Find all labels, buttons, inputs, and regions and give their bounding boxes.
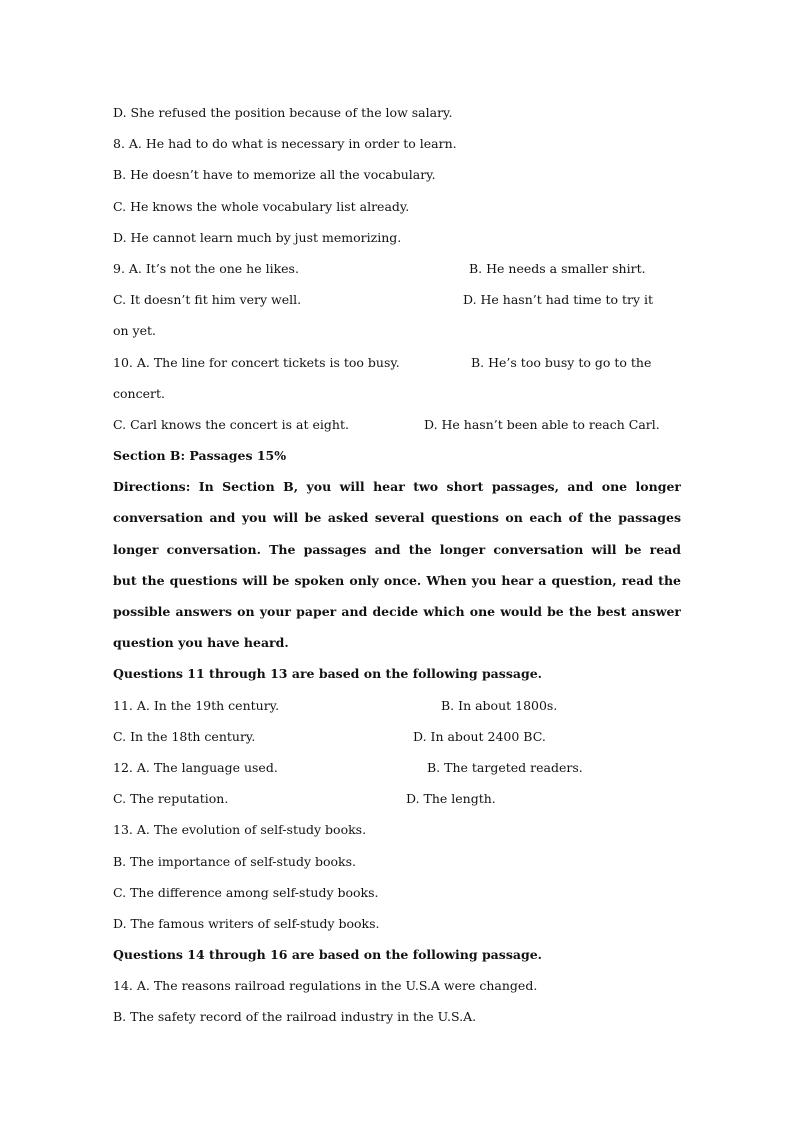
option-9d-continued: on yet. bbox=[113, 323, 157, 339]
exam-page bbox=[113, 97, 681, 1033]
option-9c: C. It doesn’t fit him very well. bbox=[113, 292, 302, 308]
option-9b: B. He needs a smaller shirt. bbox=[469, 260, 646, 276]
option-8d: D. He cannot learn much by just memorizing. bbox=[113, 229, 402, 245]
q11-row-1 bbox=[113, 690, 681, 721]
option-11a: 11. A. In the 19th century. bbox=[113, 697, 280, 713]
q11-row-2 bbox=[113, 721, 681, 752]
questions-14-16-intro: Questions 14 through 16 are based on the following passage. bbox=[113, 947, 543, 963]
questions-11-13-intro: Questions 11 through 13 are based on the following passage. bbox=[113, 666, 543, 682]
option-13d: D. The famous writers of self-study books. bbox=[113, 915, 380, 931]
option-11d: D. In about 2400 BC. bbox=[413, 728, 546, 744]
option-7d: D. She refused the position because of the low salary. bbox=[113, 105, 453, 120]
section-b-heading: Section B: Passages 15% bbox=[113, 448, 287, 464]
option-12a: 12. A. The language used. bbox=[113, 759, 278, 775]
q9-row-1 bbox=[113, 253, 681, 284]
option-11c: C. In the 18th century. bbox=[113, 728, 256, 744]
option-10c: C. Carl knows the concert is at eight. bbox=[113, 416, 349, 432]
option-8a: 8. A. He had to do what is necessary in order to learn. bbox=[113, 136, 457, 152]
option-10b: B. He’s too busy to go to the bbox=[471, 354, 652, 370]
option-14a: 14. A. The reasons railroad regulations in the U.S.A were changed. bbox=[113, 978, 538, 994]
option-10b-continued: concert. bbox=[113, 385, 165, 401]
option-10d: D. He hasn’t been able to reach Carl. bbox=[424, 416, 660, 432]
directions-line-3: longer conversation. The passages and the longer conversation will be read bbox=[113, 541, 681, 557]
option-12b: B. The targeted readers. bbox=[427, 759, 583, 775]
q12-row-2 bbox=[113, 783, 681, 814]
option-8b: B. He doesn’t have to memorize all the vocabulary. bbox=[113, 167, 436, 183]
directions-line-1: Directions: In Section B, you will hear two short passages, and one longer bbox=[113, 479, 681, 495]
q10-row-1 bbox=[113, 347, 681, 378]
directions-line-5: possible answers on your paper and decide which one would be the best answer bbox=[113, 604, 681, 619]
directions-line-6: question you have heard. bbox=[113, 635, 289, 651]
q12-row-1 bbox=[113, 752, 681, 783]
option-13b: B. The importance of self-study books. bbox=[113, 853, 357, 869]
option-9a: 9. A. It’s not the one he likes. bbox=[113, 260, 299, 276]
option-10a: 10. A. The line for concert tickets is too busy. bbox=[113, 354, 400, 370]
option-9d: D. He hasn’t had time to try it bbox=[463, 292, 654, 308]
option-12d: D. The length. bbox=[406, 791, 496, 807]
q9-row-2 bbox=[113, 284, 681, 315]
option-13a: 13. A. The evolution of self-study books. bbox=[113, 822, 367, 838]
q10-row-2 bbox=[113, 409, 681, 440]
option-11b: B. In about 1800s. bbox=[441, 697, 558, 713]
option-13c: C. The difference among self-study books. bbox=[113, 884, 379, 900]
option-8c: C. He knows the whole vocabulary list already. bbox=[113, 198, 410, 214]
directions-line-2: conversation and you will be asked several questions on each of the passages bbox=[113, 510, 681, 526]
directions-line-4: but the questions will be spoken only once. When you hear a question, read the bbox=[113, 572, 681, 588]
option-12c: C. The reputation. bbox=[113, 791, 229, 807]
option-14b: B. The safety record of the railroad industry in the U.S.A. bbox=[113, 1009, 477, 1025]
